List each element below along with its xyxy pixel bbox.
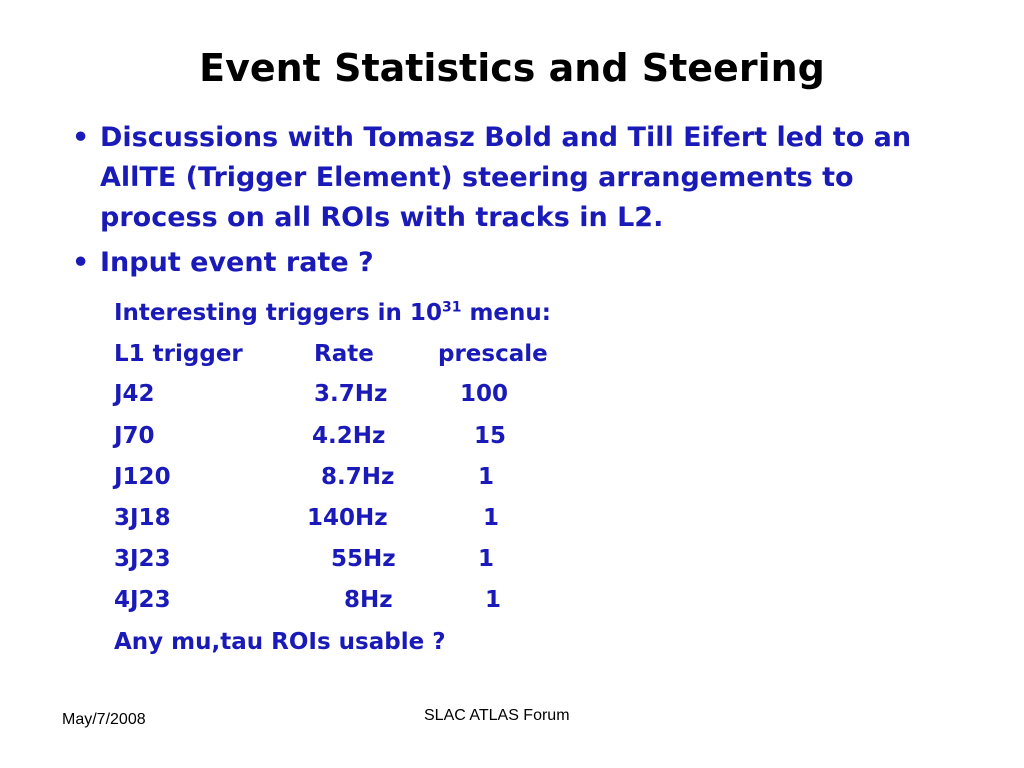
cell-prescale: 1 (483, 505, 500, 531)
slide-title: Event Statistics and Steering (199, 46, 825, 90)
cell-trigger: 3J18 (114, 505, 171, 531)
header-trigger: L1 trigger (114, 341, 243, 367)
cell-rate: 3.7Hz (314, 381, 388, 407)
bullet-item (72, 243, 972, 283)
header-prescale: prescale (438, 341, 548, 367)
cell-trigger: 4J23 (114, 587, 171, 613)
cell-rate: 8Hz (344, 587, 393, 613)
bullet-dot-icon: • (72, 247, 90, 278)
header-rate: Rate (314, 341, 374, 367)
menu-line-exponent: 31 (441, 299, 462, 316)
bullet-text: Discussions with Tomasz Bold and Till Eifert led to an AllTE (Trigger Element) steering arrangements to process on all ROIs with tracks in L2. (100, 122, 912, 233)
menu-line-suffix: menu: (461, 300, 551, 326)
cell-rate: 4.2Hz (312, 423, 386, 449)
cell-prescale: 1 (478, 464, 495, 490)
cell-prescale: 15 (474, 423, 507, 449)
cell-rate: 55Hz (331, 546, 396, 572)
cell-rate: 140Hz (307, 505, 388, 531)
cell-prescale: 1 (485, 587, 502, 613)
cell-prescale: 1 (478, 546, 495, 572)
bullet-text: Input event rate ? (100, 247, 374, 278)
cell-rate: 8.7Hz (321, 464, 395, 490)
bullet-dot-icon: • (72, 122, 90, 153)
cell-trigger: J42 (114, 381, 155, 407)
footer-date: May/7/2008 (62, 711, 146, 728)
footer-event: SLAC ATLAS Forum (424, 707, 570, 724)
cell-prescale: 100 (460, 381, 509, 407)
cell-trigger: J70 (114, 423, 155, 449)
menu-line-prefix: Interesting triggers in 10 (114, 300, 442, 326)
closing-line: Any mu,tau ROIs usable ? (114, 629, 446, 655)
bullet-item (72, 118, 972, 238)
menu-line (114, 298, 551, 328)
cell-trigger: 3J23 (114, 546, 171, 572)
bullet-list (72, 118, 972, 288)
cell-trigger: J120 (114, 464, 171, 490)
